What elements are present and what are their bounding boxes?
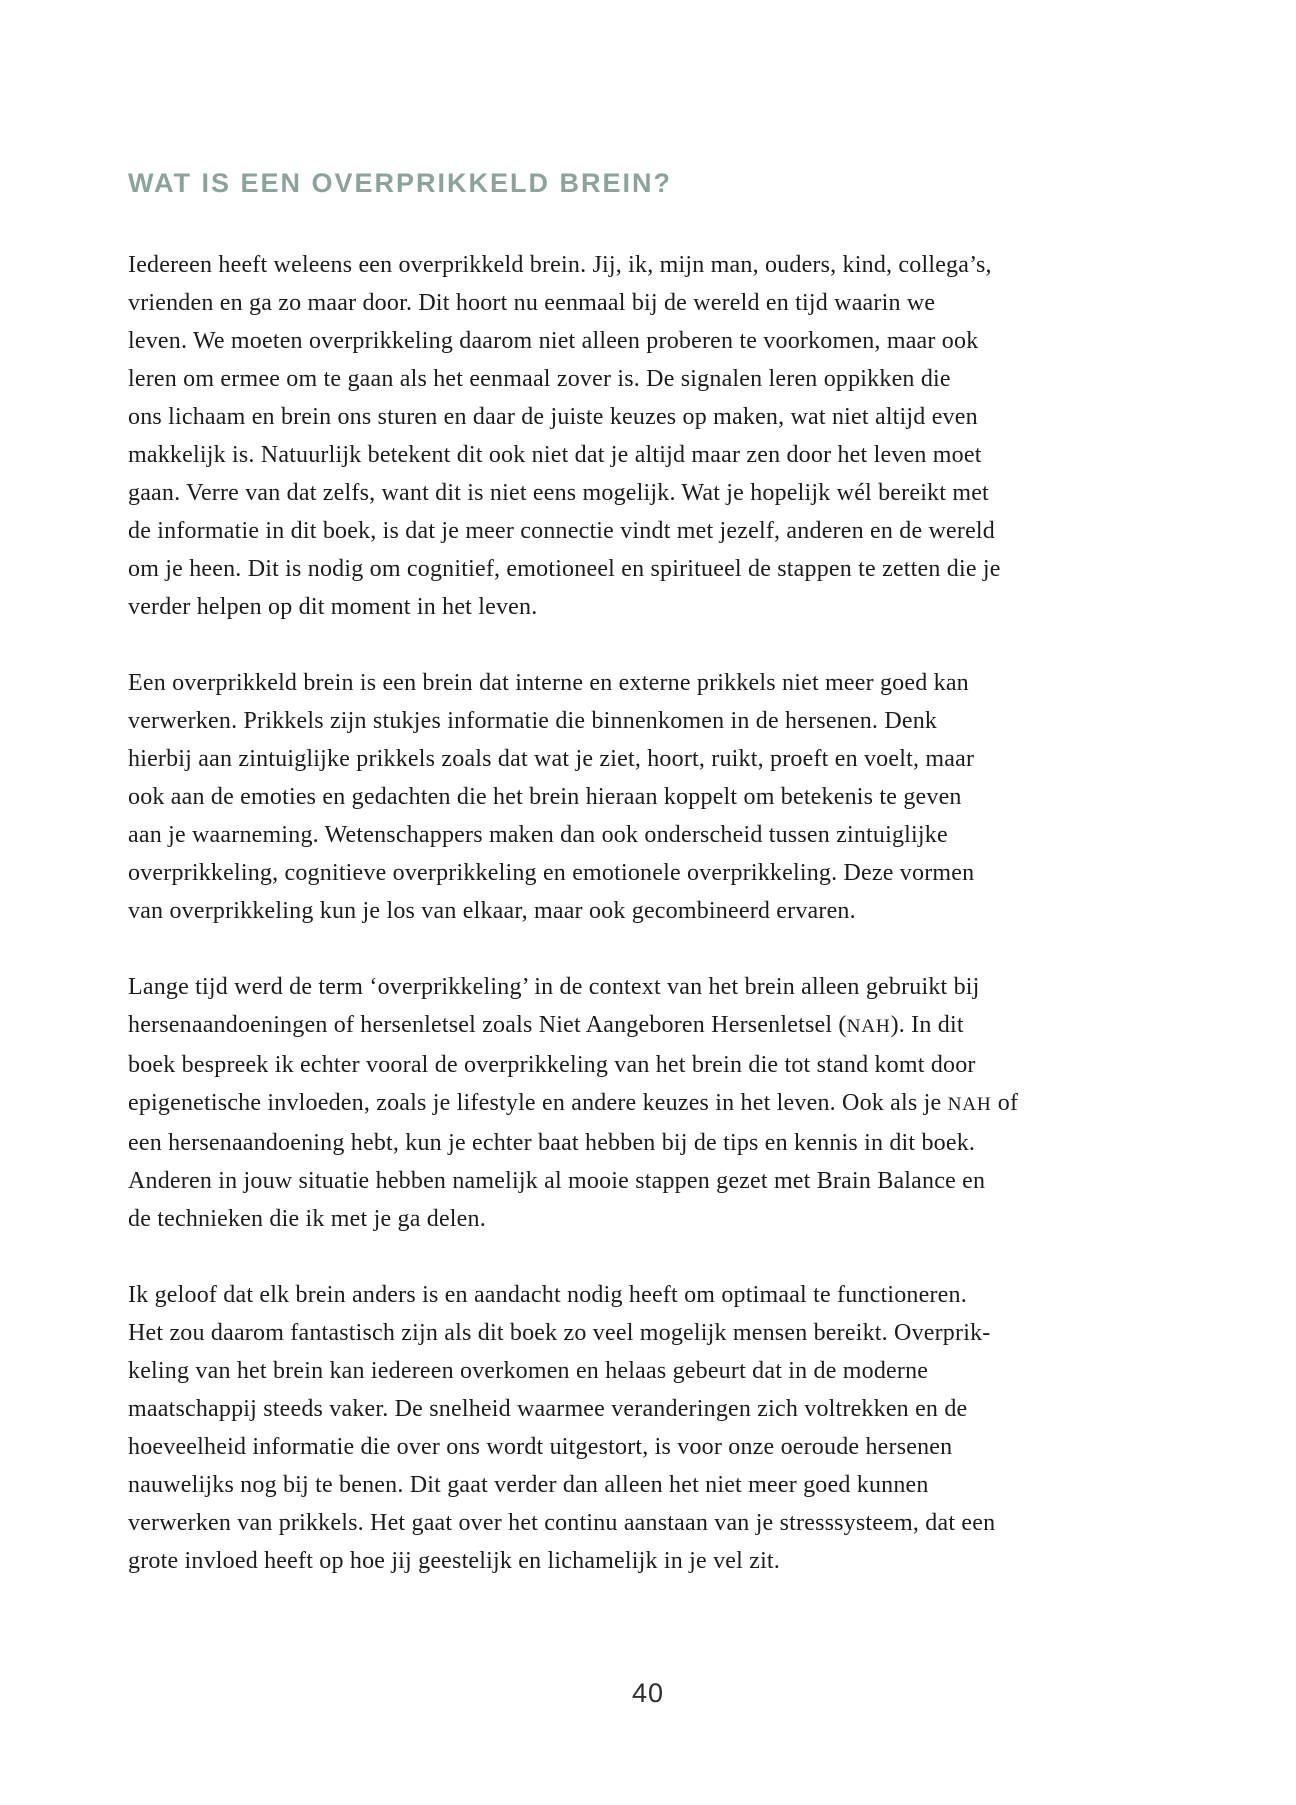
text-line: de technieken die ik met je ga delen.	[128, 1206, 486, 1232]
text-line: verwerken van prikkels. Het gaat over het continu aanstaan van je stresssysteem, dat een	[128, 1510, 996, 1536]
chapter-heading: WAT IS EEN OVERPRIKKELD BREIN?	[128, 168, 673, 198]
text-line: ons lichaam en brein ons sturen en daar de juiste keuzes op maken, wat niet altijd even	[128, 404, 978, 430]
text-line: hersenaandoeningen of hersenletsel zoals Niet Aangeboren Hersenletsel (NAH). In dit	[128, 1012, 964, 1038]
smallcaps-term: NAH	[947, 1094, 992, 1115]
text-line: Iedereen heeft weleens een overprikkeld brein. Jij, ik, mijn man, ouders, kind, collega’s,	[128, 252, 992, 278]
text-line: vrienden en ga zo maar door. Dit hoort nu eenmaal bij de wereld en tijd waarin we	[128, 290, 936, 316]
text-line: leven. We moeten overprikkeling daarom niet alleen proberen te voorkomen, maar ook	[128, 328, 979, 354]
text-line: keling van het brein kan iedereen overkomen en helaas gebeurt dat in de moderne	[128, 1358, 929, 1384]
text-line: gaan. Verre van dat zelfs, want dit is niet eens mogelijk. Wat je hopelijk wél bereikt met	[128, 480, 989, 506]
page-number: 40	[631, 1678, 665, 1708]
text-line: om je heen. Dit is nodig om cognitief, emotioneel en spiritueel de stappen te zetten die je	[128, 556, 1001, 582]
text-line: de informatie in dit boek, is dat je meer connectie vindt met jezelf, anderen en de wereld	[128, 518, 995, 544]
body-text	[128, 246, 1208, 1618]
text-line: leren om ermee om te gaan als het eenmaal zover is. De signalen leren oppikken die	[128, 366, 951, 392]
text-line: hierbij aan zintuiglijke prikkels zoals dat wat je ziet, hoort, ruikt, proeft en voelt, maar	[128, 746, 975, 772]
text-line: overprikkeling, cognitieve overprikkeling en emotionele overprikkeling. Deze vormen	[128, 860, 975, 886]
text-line: nauwelijks nog bij te benen. Dit gaat verder dan alleen het niet meer goed kunnen	[128, 1472, 929, 1498]
text-line: epigenetische invloeden, zoals je lifestyle en andere keuzes in het leven. Ook als je NAH of	[128, 1090, 1019, 1116]
text-line: verwerken. Prikkels zijn stukjes informatie die binnenkomen in de hersenen. Denk	[128, 708, 938, 734]
text-line: een hersenaandoening hebt, kun je echter baat hebben bij de tips en kennis in dit boek.	[128, 1130, 976, 1156]
paragraph	[128, 246, 1208, 626]
paragraph	[128, 968, 1208, 1238]
text-line: Het zou daarom fantastisch zijn als dit boek zo veel mogelijk mensen bereikt. Overprik-	[128, 1320, 991, 1346]
text-line: boek bespreek ik echter vooral de overprikkeling van het brein die tot stand komt door	[128, 1052, 976, 1078]
text-line: hoeveelheid informatie die over ons wordt uitgestort, is voor onze oeroude hersenen	[128, 1434, 953, 1460]
text-line: Ik geloof dat elk brein anders is en aandacht nodig heeft om optimaal te functioneren.	[128, 1282, 967, 1308]
text-line: verder helpen op dit moment in het leven.	[128, 594, 538, 620]
text-line: maatschappij steeds vaker. De snelheid waarmee veranderingen zich voltrekken en de	[128, 1396, 968, 1422]
text-line: Lange tijd werd de term ‘overprikkeling’ in de context van het brein alleen gebruikt bij	[128, 974, 980, 1000]
text-line: aan je waarneming. Wetenschappers maken dan ook onderscheid tussen zintuiglijke	[128, 822, 948, 848]
smallcaps-term: NAH	[846, 1016, 891, 1037]
paragraph	[128, 664, 1208, 930]
text-line: Een overprikkeld brein is een brein dat interne en externe prikkels niet meer goed kan	[128, 670, 969, 696]
text-line: ook aan de emoties en gedachten die het brein hieraan koppelt om betekenis te geven	[128, 784, 962, 810]
text-line: makkelijk is. Natuurlijk betekent dit ook niet dat je altijd maar zen door het leven moet	[128, 442, 982, 468]
paragraph	[128, 1276, 1208, 1580]
text-line: grote invloed heeft op hoe jij geestelijk en lichamelijk in je vel zit.	[128, 1548, 781, 1574]
text-line: Anderen in jouw situatie hebben namelijk al mooie stappen gezet met Brain Balance en	[128, 1168, 986, 1194]
text-line: van overprikkeling kun je los van elkaar, maar ook gecombineerd ervaren.	[128, 898, 856, 924]
